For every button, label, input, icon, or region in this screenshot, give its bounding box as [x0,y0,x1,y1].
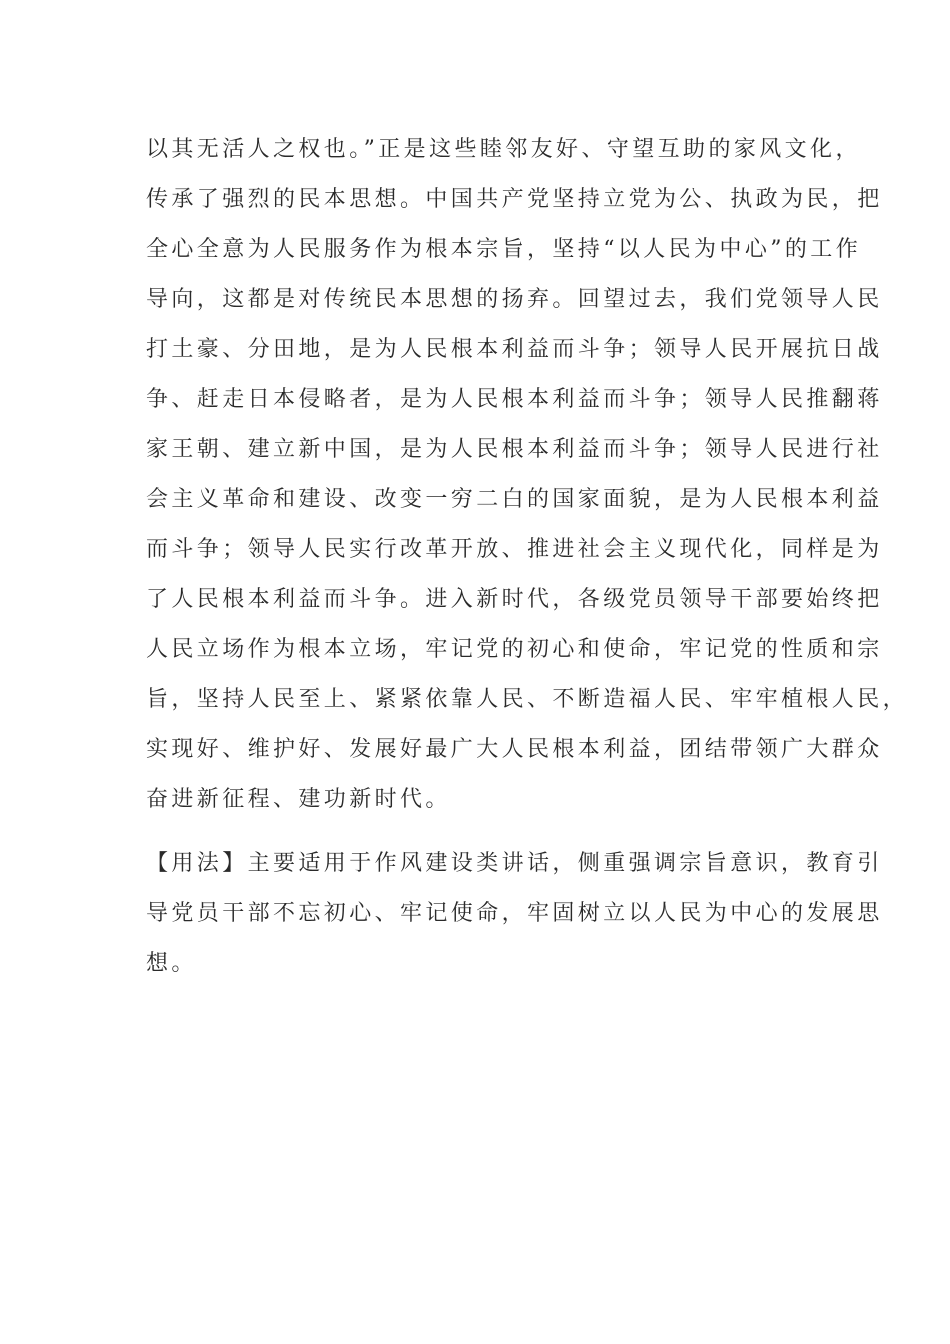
body-line: 了人民根本利益而斗争。进入新时代，各级党员领导干部要始终把 [146,587,883,612]
body-line: 奋进新征程、建功新时代。 [146,787,451,812]
usage-line: 【用法】主要适用于作风建设类讲话，侧重强调宗旨意识，教育引 [146,851,883,876]
body-line: 实现好、维护好、发展好最广大人民根本利益，团结带领广大群众 [146,737,883,762]
usage-line: 导党员干部不忘初心、牢记使命，牢固树立以人民为中心的发展思 [146,901,883,926]
body-line: 打土豪、分田地，是为人民根本利益而斗争；领导人民开展抗日战 [146,337,883,362]
body-line: 传承了强烈的民本思想。中国共产党坚持立党为公、执政为民，把 [146,187,883,212]
usage-line: 想。 [146,951,197,976]
body-line: 旨，坚持人民至上、紧紧依靠人民、不断造福人民、牢牢植根人民， [146,687,909,712]
body-line: 而斗争；领导人民实行改革开放、推进社会主义现代化，同样是为 [146,537,883,562]
body-line: 以其无活人之权也。”正是这些睦邻友好、守望互助的家风文化， [146,137,861,162]
body-line: 争、赶走日本侵略者，是为人民根本利益而斗争；领导人民推翻蒋 [146,387,883,412]
body-line: 人民立场作为根本立场，牢记党的初心和使命，牢记党的性质和宗 [146,637,883,662]
body-line: 导向，这都是对传统民本思想的扬弃。回望过去，我们党领导人民 [146,287,883,312]
body-line: 会主义革命和建设、改变一穷二白的国家面貌，是为人民根本利益 [146,487,883,512]
body-line: 全心全意为人民服务作为根本宗旨，坚持“以人民为中心”的工作 [146,237,862,262]
body-line: 家王朝、建立新中国，是为人民根本利益而斗争；领导人民进行社 [146,437,883,462]
